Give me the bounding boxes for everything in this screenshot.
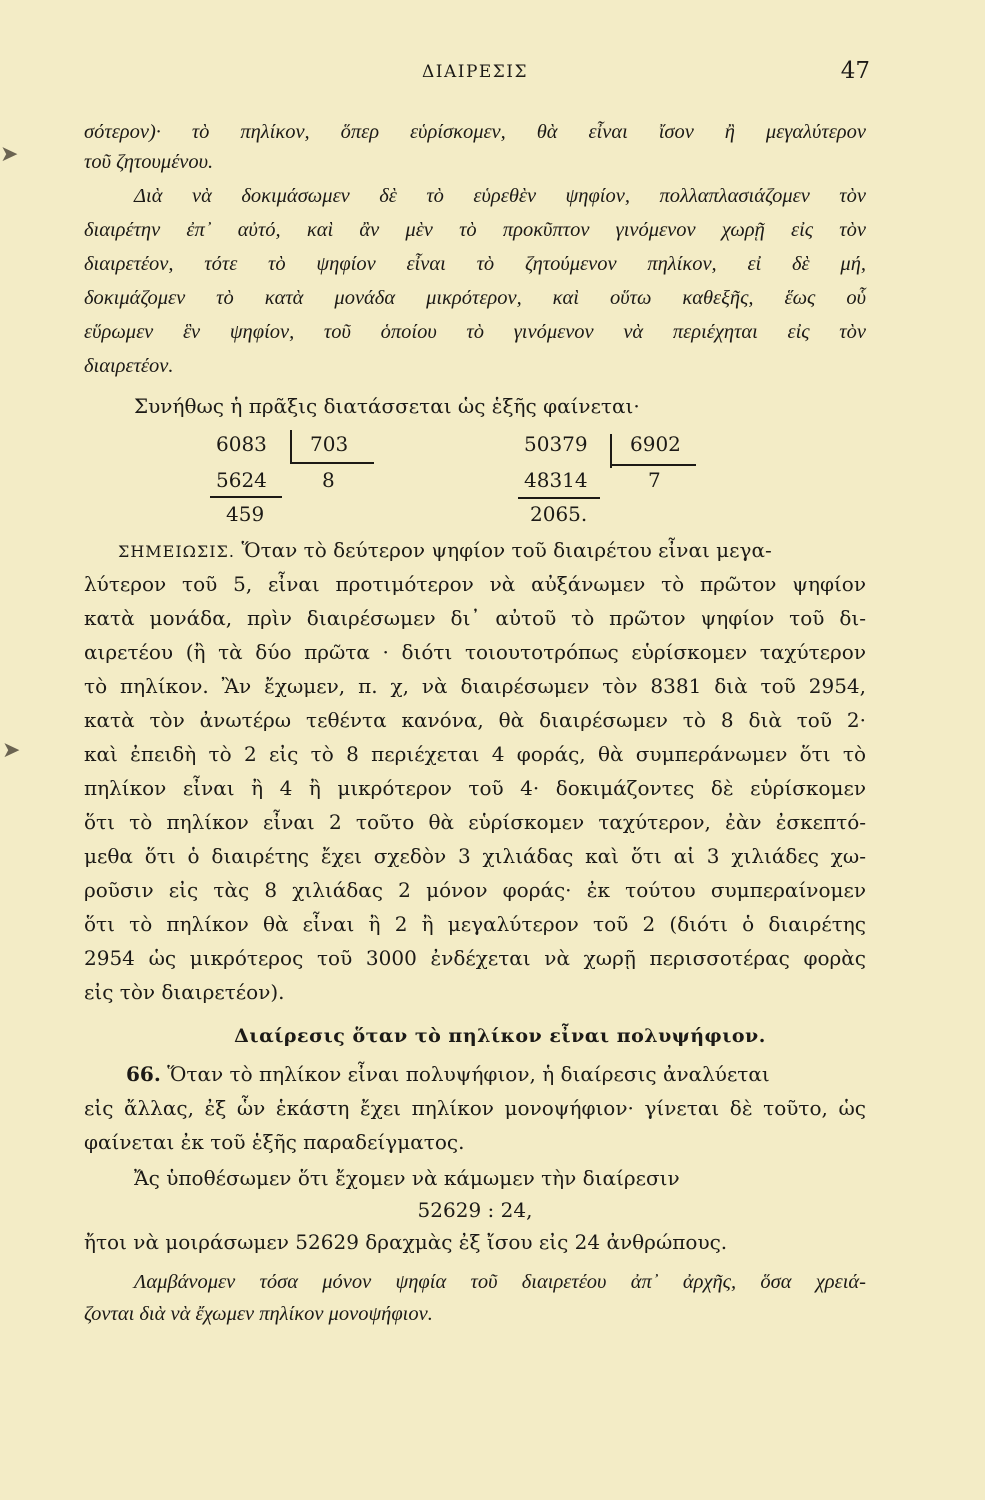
text-line: δοκιμάζομεν τὸ κατὰ μονάδα μικρότερον, καὶ οὕτω καθεξῆς, ἕως οὗ [84, 287, 866, 309]
text-line: Συνήθως ἡ πρᾶξις διατάσσεται ὡς ἑξῆς φαίνεται· [134, 394, 640, 418]
text-line: κατὰ μονάδα, πρὶν διαιρέσωμεν δι᾽ αὐτοῦ τὸ πρῶτον ψηφίον τοῦ δι- [84, 606, 866, 630]
text-line: διαιρέτην ἐπ᾽ αὐτό, καὶ ἂν μὲν τὸ προκῦπτον γινόμενον χωρῇ εἰς τὸν [84, 219, 866, 241]
section-number: 66. [126, 1062, 161, 1086]
text-line: Ἄς ὑποθέσωμεν ὅτι ἔχομεν νὰ κάμωμεν τὴν διαίρεσιν [134, 1166, 680, 1190]
division-formula: 52629 : 24, [417, 1198, 533, 1222]
text-line: Λαμβάνομεν τόσα μόνον ψηφία τοῦ διαιρετέου ἀπ᾽ ἀρχῆς, ὅσα χρειά- [134, 1271, 866, 1293]
quotient: 7 [648, 468, 661, 492]
section-heading: Διαίρεσις ὅταν τὸ πηλίκον εἶναι πολυψήφιον. [234, 1025, 766, 1047]
text-line: Διὰ νὰ δοκιμάσωμεν δὲ τὸ εὑρεθὲν ψηφίον, πολλαπλασιάζομεν τὸν [134, 185, 866, 207]
margin-arrow-mark: ➤ [2, 738, 21, 763]
page-header [80, 58, 870, 94]
dividend: 50379 [524, 432, 588, 456]
text-line: ἤτοι νὰ μοιράσωμεν 52629 δραχμὰς ἐξ ἴσου εἰς 24 ἀνθρώπους. [84, 1230, 728, 1254]
subtraction-rule [518, 497, 600, 499]
partial-product: 5624 [216, 468, 267, 492]
dividend: 6083 [216, 432, 267, 456]
subtraction-rule [210, 496, 282, 498]
note-text: Ὅταν τὸ δεύτερον ψηφίον τοῦ διαιρέτου εἶναι μεγα- [241, 538, 772, 562]
note-first-line [118, 536, 866, 566]
para-66-first-line [126, 1060, 866, 1088]
text-line: πηλίκον εἶναι ἢ 4 ἢ μικρότερον τοῦ 4· δοκιμάζοντες δὲ εὑρίσκομεν [84, 776, 866, 800]
division-bar [290, 430, 292, 464]
text-line: ροῦσιν εἰς τὰς 8 χιλιάδας 2 μόνον φοράς· ἐκ τούτου συμπεραίνομεν [84, 878, 866, 902]
divisor: 6902 [630, 432, 681, 456]
division-bar [610, 434, 612, 468]
note-label: ΣΗΜΕΙΩΣΙΣ. [118, 542, 235, 561]
margin-arrow-mark: ➤ [0, 142, 19, 167]
text-line: τοῦ ζητουμένου. [84, 151, 214, 173]
text-line: ζονται διὰ νὰ ἔχωμεν πηλίκον μονοψήφιον. [84, 1303, 433, 1325]
text-line: εἰς τὸν διαιρετέον). [84, 980, 285, 1004]
remainder: 459 [226, 502, 265, 526]
text-line: ὅτι τὸ πηλίκον θὰ εἶναι ἢ 2 ἢ μεγαλύτερον τοῦ 2 (διότι ὁ διαιρέτης [84, 912, 866, 936]
partial-product: 48314 [524, 468, 588, 492]
divisor-underline [292, 462, 374, 464]
quotient: 8 [322, 468, 335, 492]
running-head: ΔΙΑΙΡΕΣΙΣ [421, 62, 529, 82]
text-line: διαιρετέον, τότε τὸ ψηφίον εἶναι τὸ ζητούμενον πηλίκον, εἰ δὲ μή, [84, 253, 866, 275]
text-line: κατὰ τὸν ἀνωτέρω τεθέντα κανόνα, θὰ διαιρέσωμεν τὸ 8 διὰ τοῦ 2· [84, 708, 866, 732]
remainder: 2065. [530, 502, 588, 526]
text-line: 2954 ὡς μικρότερος τοῦ 3000 ἐνδέχεται νὰ χωρῇ περισσοτέρας φορὰς [84, 946, 866, 970]
text-line: αιρετέου (ἢ τὰ δύο πρῶτα · διότι τοιουτοτρόπως εὑρίσκομεν ταχύτερον [84, 640, 866, 664]
text-line: σότερον)· τὸ πηλίκον, ὅπερ εὑρίσκομεν, θὰ εἶναι ἴσον ἢ μεγαλύτερον [84, 121, 866, 143]
para-66-text: Ὅταν τὸ πηλίκον εἶναι πολυψήφιον, ἡ διαίρεσις ἀναλύεται [167, 1062, 770, 1086]
text-line: μεθα ὅτι ὁ διαιρέτης ἔχει σχεδὸν 3 χιλιάδας καὶ ὅτι αἱ 3 χιλιάδες χω- [84, 844, 866, 868]
text-line: εἰς ἄλλας, ἐξ ὧν ἑκάστη ἔχει πηλίκον μονοψήφιον· γίνεται δὲ τοῦτο, ὡς [84, 1096, 866, 1120]
page-number: 47 [840, 58, 870, 84]
divisor: 703 [310, 432, 349, 456]
text-line: φαίνεται ἐκ τοῦ ἑξῆς παραδείγματος. [84, 1130, 465, 1154]
text-line: διαιρετέον. [84, 355, 174, 377]
text-line: τὸ πηλίκον. Ἂν ἔχωμεν, π. χ, νὰ διαιρέσωμεν τὸν 8381 διὰ τοῦ 2954, [84, 674, 866, 698]
text-line: καὶ ἐπειδὴ τὸ 2 εἰς τὸ 8 περιέχεται 4 φοράς, θὰ συμπεράνωμεν ὅτι τὸ [84, 742, 866, 766]
text-line: εὕρωμεν ἓν ψηφίον, τοῦ ὁποίου τὸ γινόμενον νὰ περιέχηται εἰς τὸν [84, 321, 866, 343]
text-line: λύτερον τοῦ 5, εἶναι προτιμότερον νὰ αὐξάνωμεν τὸ πρῶτον ψηφίον [84, 572, 866, 596]
text-line: ὅτι τὸ πηλίκον εἶναι 2 τοῦτο θὰ εὑρίσκομεν ταχύτερον, ἐὰν ἐσκεπτό- [84, 810, 866, 834]
